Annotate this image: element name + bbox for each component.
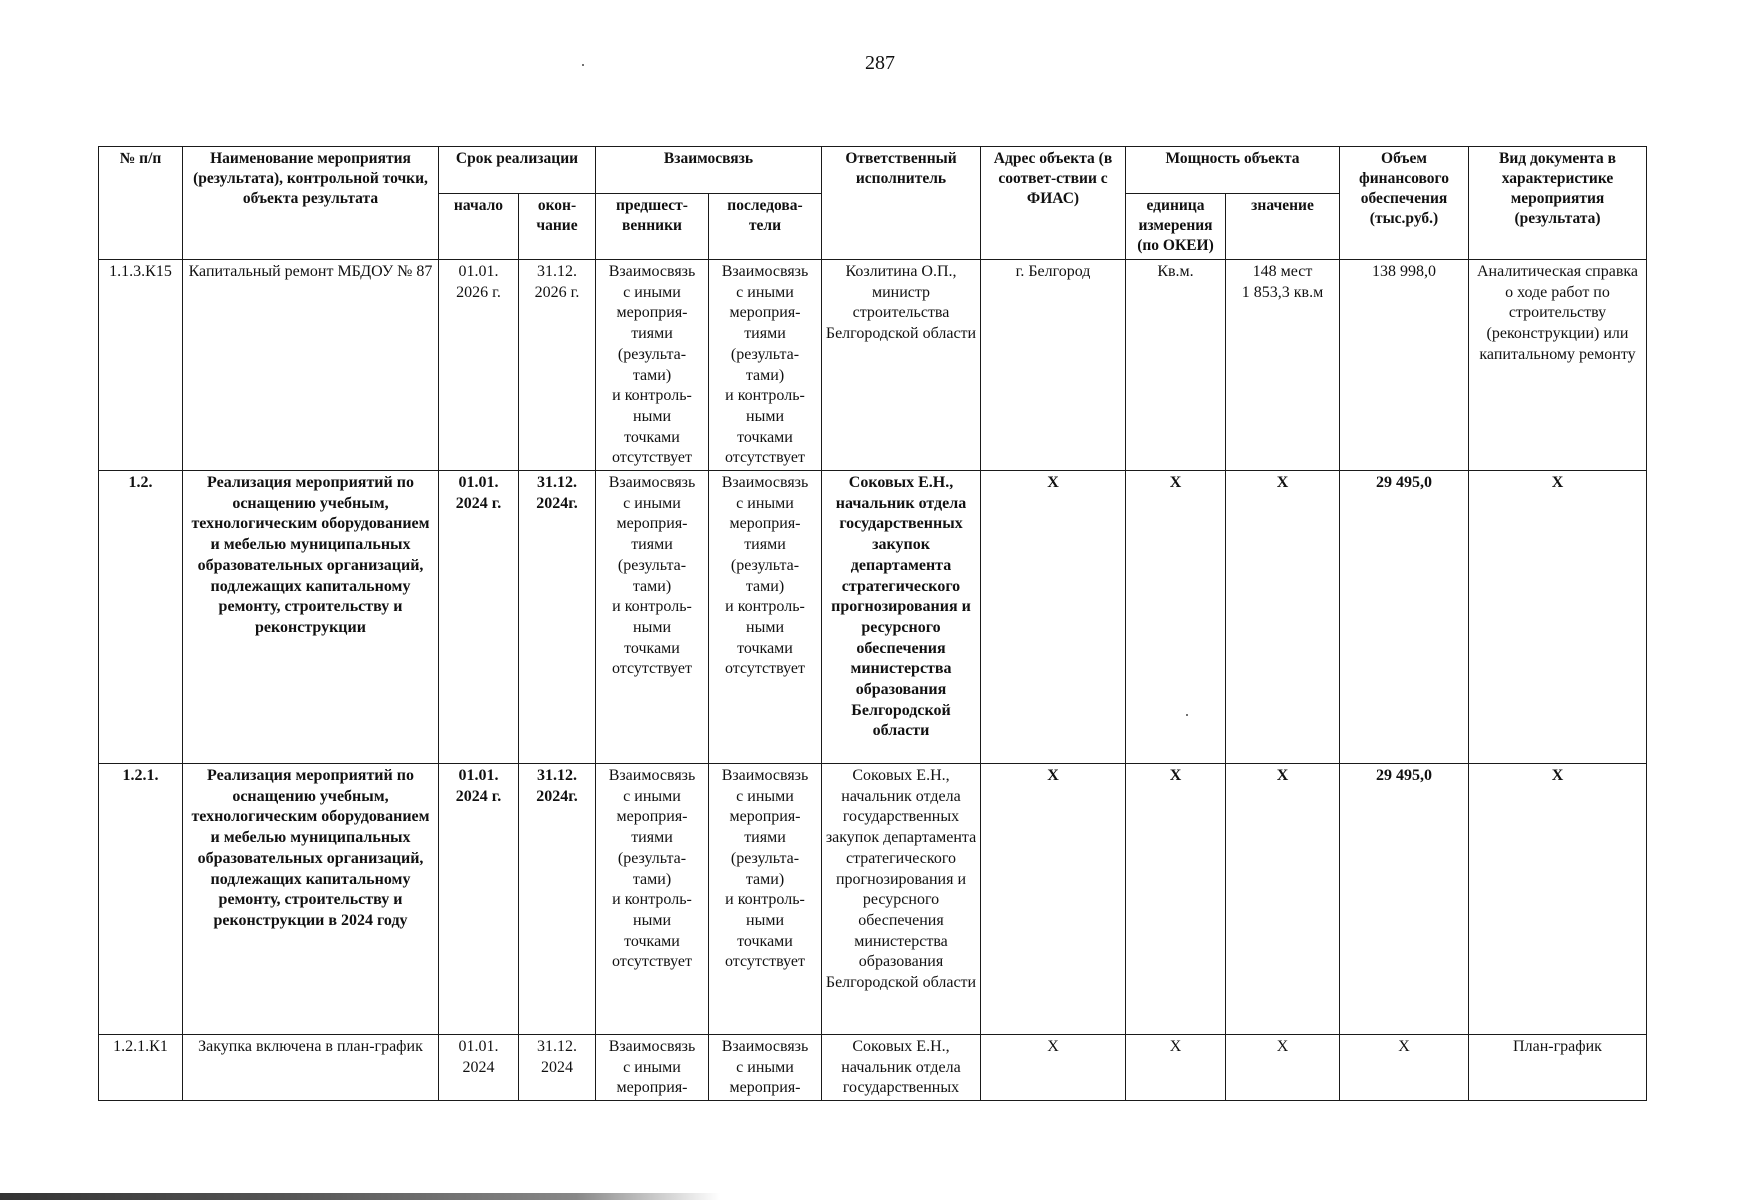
header-value: значение <box>1226 194 1340 260</box>
row-value: Х <box>1226 1035 1340 1101</box>
row-responsible: Соковых Е.Н., начальник отдела государственных <box>822 1035 981 1101</box>
row-successors <box>709 260 822 471</box>
relation-line: (результа- <box>617 345 687 363</box>
relation-line: (результа- <box>617 556 687 574</box>
relation-line: отсутствует <box>611 660 693 678</box>
row-value-seats: 148 мест <box>1252 263 1313 280</box>
row-num: 1.2. <box>99 471 183 764</box>
relation-line: ными <box>633 911 671 929</box>
table-row <box>99 1035 1647 1101</box>
row-unit: Х <box>1126 1035 1226 1101</box>
relation-line: и контроль- <box>725 598 805 616</box>
header-predecessors: предшест-венники <box>596 194 709 260</box>
relation-line: точками <box>624 639 680 657</box>
header-row-1 <box>99 147 1647 194</box>
row-responsible: Соковых Е.Н., начальник отдела государственных закупок департамента стратегического прогнозирования и ресурсного обеспечения министерства образования Белгородской области <box>822 764 981 1035</box>
row-doctype: Аналитическая справка о ходе работ по строительству (реконструкции) или капитальному ремонту <box>1469 260 1647 471</box>
header-num: № п/п <box>99 147 183 260</box>
relation-line: отсутствует <box>724 449 806 467</box>
relation-line: и контроль- <box>612 891 692 909</box>
row-doctype: План-график <box>1469 1035 1647 1101</box>
relation-line: (результа- <box>730 556 800 574</box>
row-predecessors <box>596 764 709 1035</box>
relation-line: (результа- <box>730 849 800 867</box>
header-period: Срок реализации <box>439 147 596 194</box>
relation-line: мероприя- <box>616 304 688 322</box>
relation-line: тами) <box>745 577 785 595</box>
relation-line: мероприя- <box>729 808 801 826</box>
row-num: 1.2.1. <box>99 764 183 1035</box>
header-doctype: Вид документа в характеристике мероприятия (результата) <box>1469 147 1647 260</box>
row-start: 01.01. 2024 г. <box>439 471 519 764</box>
relation-line: с иными <box>623 787 681 805</box>
relation-line: тами) <box>745 870 785 888</box>
scan-speck <box>582 64 584 66</box>
relation-line: и контроль- <box>725 891 805 909</box>
row-start: 01.01. 2024 г. <box>439 764 519 1035</box>
relation-line: с иными <box>736 1058 794 1076</box>
relation-line: тами) <box>632 870 672 888</box>
relation-line: ными <box>633 407 671 425</box>
row-name: Капитальный ремонт МБДОУ № 87 <box>183 260 439 471</box>
relation-line: ными <box>746 618 784 636</box>
relation-line: отсутствует <box>724 953 806 971</box>
row-unit: Х <box>1126 764 1226 1035</box>
table-row <box>99 471 1647 764</box>
relation-line: с иными <box>623 494 681 512</box>
relation-line: точками <box>737 639 793 657</box>
row-unit: Х <box>1126 471 1226 764</box>
row-volume: Х <box>1340 1035 1469 1101</box>
plan-table <box>98 146 1647 1101</box>
relation-line: отсутствует <box>724 660 806 678</box>
scan-edge-bar <box>0 1193 720 1200</box>
row-value: Х <box>1226 764 1340 1035</box>
header-volume: Объем финансового обеспечения (тыс.руб.) <box>1340 147 1469 260</box>
row-address: Х <box>981 471 1126 764</box>
row-successors <box>709 764 822 1035</box>
row-address: Х <box>981 1035 1126 1101</box>
relation-line: ными <box>746 407 784 425</box>
relation-line: точками <box>624 932 680 950</box>
relation-line: тами) <box>745 366 785 384</box>
row-end: 31.12. 2024г. <box>519 764 596 1035</box>
table-row <box>99 764 1647 1035</box>
row-unit: Кв.м. <box>1126 260 1226 471</box>
relation-line: (результа- <box>730 345 800 363</box>
row-successors <box>709 471 822 764</box>
row-name: Реализация мероприятий по оснащению учебным, технологическим оборудованием и мебелью муниципальных образовательных организаций, подлежащих капитальному ремонту, строительству и реконструкции в 2024 году <box>183 764 439 1035</box>
relation-line: Взаимосвязь <box>608 263 696 280</box>
header-end: окон-чание <box>519 194 596 260</box>
relation-line: тиями <box>744 536 786 554</box>
relation-line: Взаимосвязь <box>608 1038 696 1056</box>
row-value <box>1226 260 1340 471</box>
relation-line: Взаимосвязь <box>721 474 809 492</box>
relation-line: с иными <box>736 787 794 805</box>
relation-line: тиями <box>744 325 786 343</box>
relation-line: мероприя- <box>729 515 801 533</box>
relation-line: и контроль- <box>612 598 692 616</box>
relation-line: с иными <box>623 283 681 301</box>
header-unit: единица измерения (по ОКЕИ) <box>1126 194 1226 260</box>
header-start: начало <box>439 194 519 260</box>
row-end: 31.12. 2026 г. <box>519 260 596 471</box>
relation-line: мероприя- <box>616 808 688 826</box>
row-doctype: Х <box>1469 471 1647 764</box>
relation-line: Взаимосвязь <box>721 767 809 785</box>
relation-line: мероприя- <box>729 304 801 322</box>
row-end: 31.12. 2024 <box>519 1035 596 1101</box>
row-predecessors <box>596 1035 709 1101</box>
relation-line: с иными <box>736 494 794 512</box>
relation-line: тиями <box>631 829 673 847</box>
relation-line: и контроль- <box>612 387 692 405</box>
header-successors: последова-тели <box>709 194 822 260</box>
relation-line: тиями <box>744 829 786 847</box>
row-volume: 138 998,0 <box>1340 260 1469 471</box>
row-responsible: Козлитина О.П., министр строительства Белгородской области <box>822 260 981 471</box>
header-relation: Взаимосвязь <box>596 147 822 194</box>
relation-line: ными <box>746 911 784 929</box>
row-name: Закупка включена в план-график <box>183 1035 439 1101</box>
row-address: г. Белгород <box>981 260 1126 471</box>
relation-line: ными <box>633 618 671 636</box>
relation-line: точками <box>624 428 680 446</box>
relation-line: точками <box>737 428 793 446</box>
relation-line: отсутствует <box>611 953 693 971</box>
row-volume: 29 495,0 <box>1340 471 1469 764</box>
page-number: 287 <box>865 52 895 74</box>
row-end: 31.12. 2024г. <box>519 471 596 764</box>
header-responsible: Ответственный исполнитель <box>822 147 981 260</box>
row-start: 01.01. 2024 <box>439 1035 519 1101</box>
relation-line: Взаимосвязь <box>721 263 809 280</box>
row-successors <box>709 1035 822 1101</box>
row-responsible: Соковых Е.Н., начальник отдела государственных закупок департамента стратегического прогнозирования и ресурсного обеспечения министерства образования Белгородской области <box>822 471 981 764</box>
row-name: Реализация мероприятий по оснащению учебным, технологическим оборудованием и мебелью муниципальных образовательных организаций, подлежащих капитальному ремонту, строительству и реконструкции <box>183 471 439 764</box>
relation-line: Взаимосвязь <box>721 1038 809 1056</box>
row-address: Х <box>981 764 1126 1035</box>
relation-line: точками <box>737 932 793 950</box>
relation-line: тиями <box>631 536 673 554</box>
relation-line: отсутствует <box>611 449 693 467</box>
relation-line: с иными <box>623 1058 681 1076</box>
row-volume: 29 495,0 <box>1340 764 1469 1035</box>
relation-line: и контроль- <box>725 387 805 405</box>
row-num: 1.2.1.К1 <box>99 1035 183 1101</box>
row-value-area: 1 853,3 кв.м <box>1241 283 1324 301</box>
relation-line: мероприя- <box>616 1079 688 1097</box>
relation-line: с иными <box>736 283 794 301</box>
header-address: Адрес объекта (в соответ-ствии с ФИАС) <box>981 147 1126 260</box>
relation-line: мероприя- <box>616 515 688 533</box>
row-value: Х <box>1226 471 1340 764</box>
relation-line: Взаимосвязь <box>608 767 696 785</box>
header-name: Наименование мероприятия (результата), контрольной точки, объекта результата <box>183 147 439 260</box>
relation-line: мероприя- <box>729 1079 801 1097</box>
relation-line: Взаимосвязь <box>608 474 696 492</box>
relation-line: тами) <box>632 577 672 595</box>
row-predecessors <box>596 260 709 471</box>
relation-line: (результа- <box>617 849 687 867</box>
row-num: 1.1.3.К15 <box>99 260 183 471</box>
row-doctype: Х <box>1469 764 1647 1035</box>
row-start: 01.01. 2026 г. <box>439 260 519 471</box>
row-predecessors <box>596 471 709 764</box>
relation-line: тами) <box>632 366 672 384</box>
header-capacity: Мощность объекта <box>1126 147 1340 194</box>
table-row <box>99 260 1647 471</box>
relation-line: тиями <box>631 325 673 343</box>
